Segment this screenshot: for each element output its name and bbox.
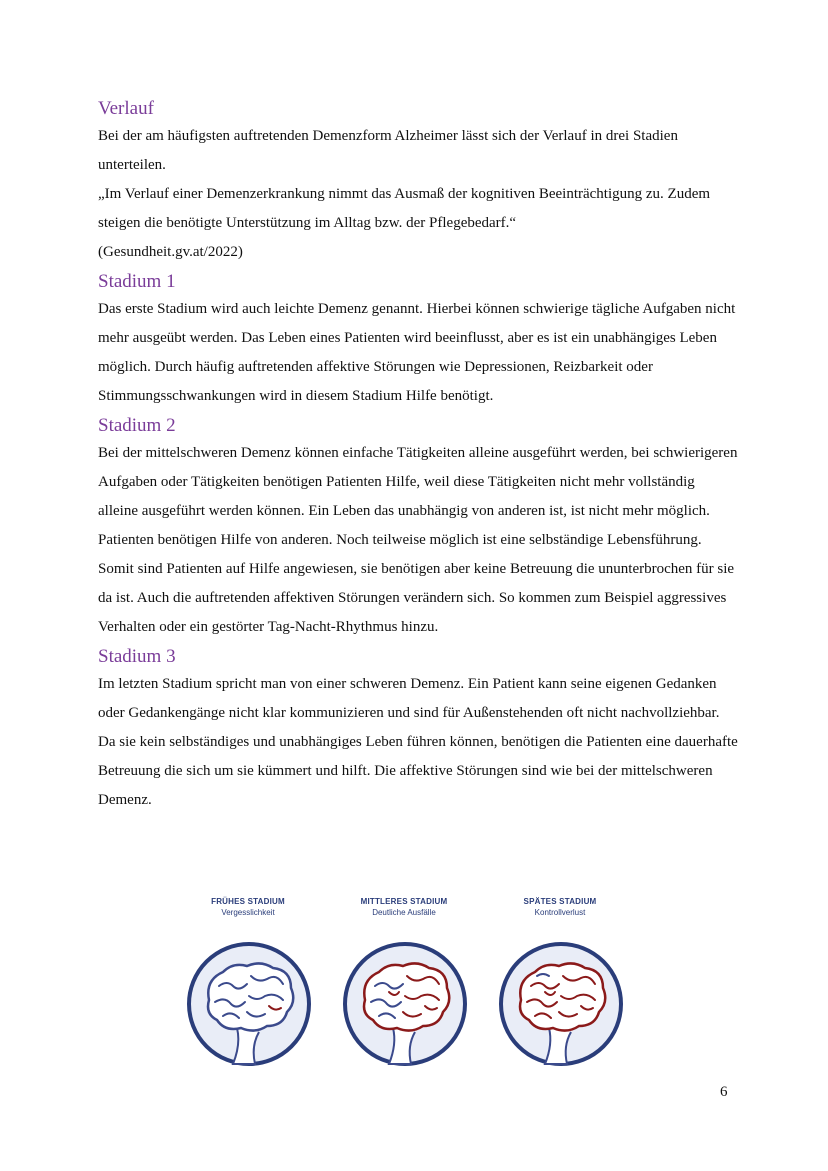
paragraph-verlauf-intro: Bei der am häufigsten auftretenden Demenzform Alzheimer lässt sich der Verlauf in drei Stadien unterteilen. [98,128,678,173]
heading-stadium-2: Stadium 2 [98,415,176,436]
heading-stadium-3: Stadium 3 [98,646,176,667]
stage-subtitle: Vergesslichkeit [221,908,275,917]
brain-circle [497,940,625,1068]
brain-icon [497,940,625,1068]
brain-icon [185,940,313,1068]
brain-circle [185,940,313,1068]
dementia-stages-figure [178,896,644,1076]
brain-icon [341,940,469,1068]
page-number: 6 [720,1084,728,1100]
stage-title: FRÜHES STADIUM [211,897,285,906]
paragraph-stadium-2: Bei der mittelschweren Demenz können einfache Tätigkeiten alleine ausgeführt werden, bei schwierigeren Aufgaben oder Tätigkeiten benötigen Patienten Hilfe, weil diese Tätigkeiten nicht mehr vollständig alleine ausgeführt werden können. Ein Leben das unabhängig von anderen ist, ist nicht mehr möglich. Patienten benötigen Hilfe von anderen. Noch teilweise möglich ist eine selbständige Lebensführung. Somit sind Patienten auf Hilfe angewiesen, sie benötigen aber keine Betreuung die ununterbrochen für sie da ist. Auch die auftretenden affektiven Störungen verändern sich. So kommen zum Beispiel aggressives Verhalten oder ein gestörter Tag-Nacht-Rhythmus hinzu. [98,445,738,635]
stage-subtitle: Kontrollverlust [534,908,586,917]
paragraph-verlauf-quote: „Im Verlauf einer Demenzerkrankung nimmt das Ausmaß der kognitiven Beeinträchtigung zu. Zudem steigen die benötigte Unterstützung im Alltag bzw. der Pflegebedarf.“ [98,186,711,231]
stage-subtitle: Deutliche Ausfälle [372,908,436,917]
paragraph-stadium-1: Das erste Stadium wird auch leichte Demenz genannt. Hierbei können schwierige tägliche Aufgaben nicht mehr ausgeübt werden. Das Leben eines Patienten wird beeinflusst, aber es ist ein unabhängiges Leben möglich. Durch häufig auftretenden affektive Störungen wie Depressionen, Reizbarkeit oder Stimmungsschwankungen wird in diesem Stadium Hilfe benötigt. [98,301,736,404]
heading-verlauf: Verlauf [98,98,154,119]
stage-middle [334,896,474,919]
brain-circle [341,940,469,1068]
main-content [98,96,738,815]
stage-early [178,896,318,919]
stage-late [490,896,630,919]
paragraph-verlauf-source: (Gesundheit.gv.at/2022) [98,244,243,260]
stage-title: SPÄTES STADIUM [523,897,597,906]
paragraph-stadium-3: Im letzten Stadium spricht man von einer schweren Demenz. Ein Patient kann seine eigenen Gedanken oder Gedankengänge nicht klar kommunizieren und sind für Außenstehenden oft nicht nachvollziehbar. Da sie kein selbständiges und unabhängiges Leben führen können, benötigen die Patienten eine dauerhafte Betreuung die sich um sie kümmert und hilft. Die affektive Störungen sind wie bei der mittelschweren Demenz. [98,676,738,808]
stage-title: MITTLERES STADIUM [360,897,448,906]
heading-stadium-1: Stadium 1 [98,271,176,292]
